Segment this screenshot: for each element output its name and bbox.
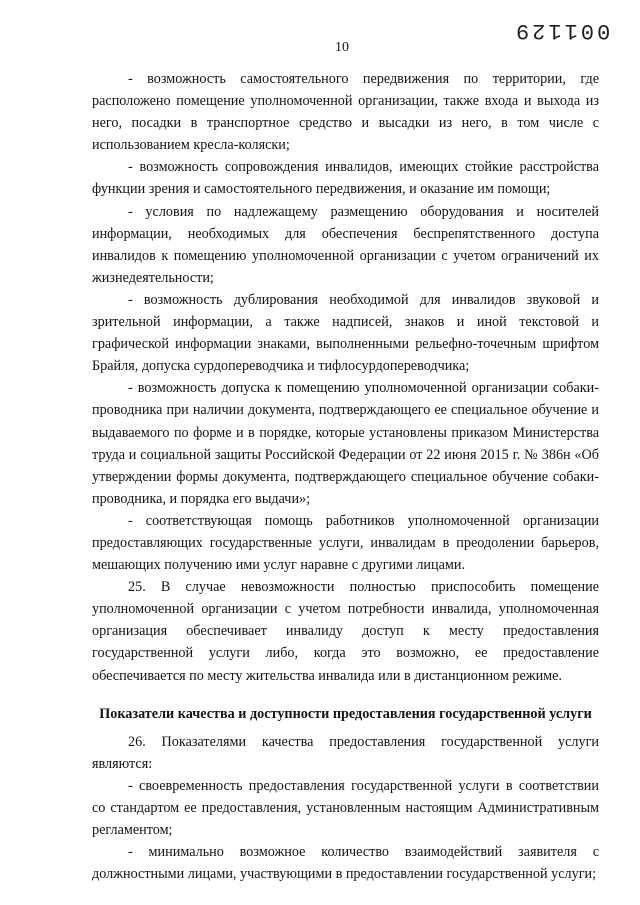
paragraph: - условия по надлежащему размещению оборудования и носителей информации, необходимых для обеспечения беспрепятственного доступа инвалидов к помещению уполномоченной организации с учетом ограничений их жизнедеятельности; [92,203,599,286]
section-heading: Показатели качества и доступности предоставления государственной услуги [99,705,592,722]
paragraph: - возможность дублирования необходимой для инвалидов звуковой и зрительной информации, а также надписей, знаков и иной текстовой и графической информации знаками, выполненными рельефно-точечным шрифтом Брайля, допуска сурдопереводчика и тифлосурдопереводчика; [92,291,599,375]
registration-stamp: 001129 [512,18,610,43]
paragraph: - возможность допуска к помещению уполномоченной организации собаки-проводника при наличии документа, подтверждающего ее специальное обучение и выдаваемого по форме и в порядке, которые установлены приказом Министерства труда и социальной защиты Российской Федерации от 22 июня 2015 г. № 386н «Об утверждении формы документа, подтверждающего специальное обучение собаки-проводника, и порядка его выдачи»; [92,380,599,507]
paragraph: - возможность самостоятельного передвижения по территории, где расположено помещение уполномоченной организации, также входа и выхода из него, посадки в транспортное средство и высадки из него, в том числе с использованием кресла-коляски; [92,71,599,154]
paragraph: - минимально возможное количество взаимодействий заявителя с должностными лицами, участвующими в предоставлении государственной услуги; [92,844,599,883]
paragraph: 25. В случае невозможности полностью приспособить помещение уполномоченной организации с учетом потребности инвалида, уполномоченная организация обеспечивает инвалиду доступ к месту предоставления государственной услуги либо, когда это возможно, ее предоставление обеспечивается по месту жительства инвалида или в дистанционном режиме. [92,579,599,684]
paragraph: - возможность сопровождения инвалидов, имеющих стойкие расстройства функции зрения и самостоятельного передвижения, и оказание им помощи; [92,159,599,198]
page-number: 10 [335,40,349,55]
body-text [92,68,599,885]
paragraph: 26. Показателями качества предоставления государственной услуги являются: [92,733,599,772]
paragraph: - соответствующая помощь работников уполномоченной организации предоставляющих государственные услуги, инвалидам в преодолении барьеров, мешающих получению ими услуг наравне с другими лицами. [92,512,599,574]
paragraph: - своевременность предоставления государственной услуги в соответствии со стандартом ее предоставления, установленным настоящим Административным регламентом; [92,777,599,838]
